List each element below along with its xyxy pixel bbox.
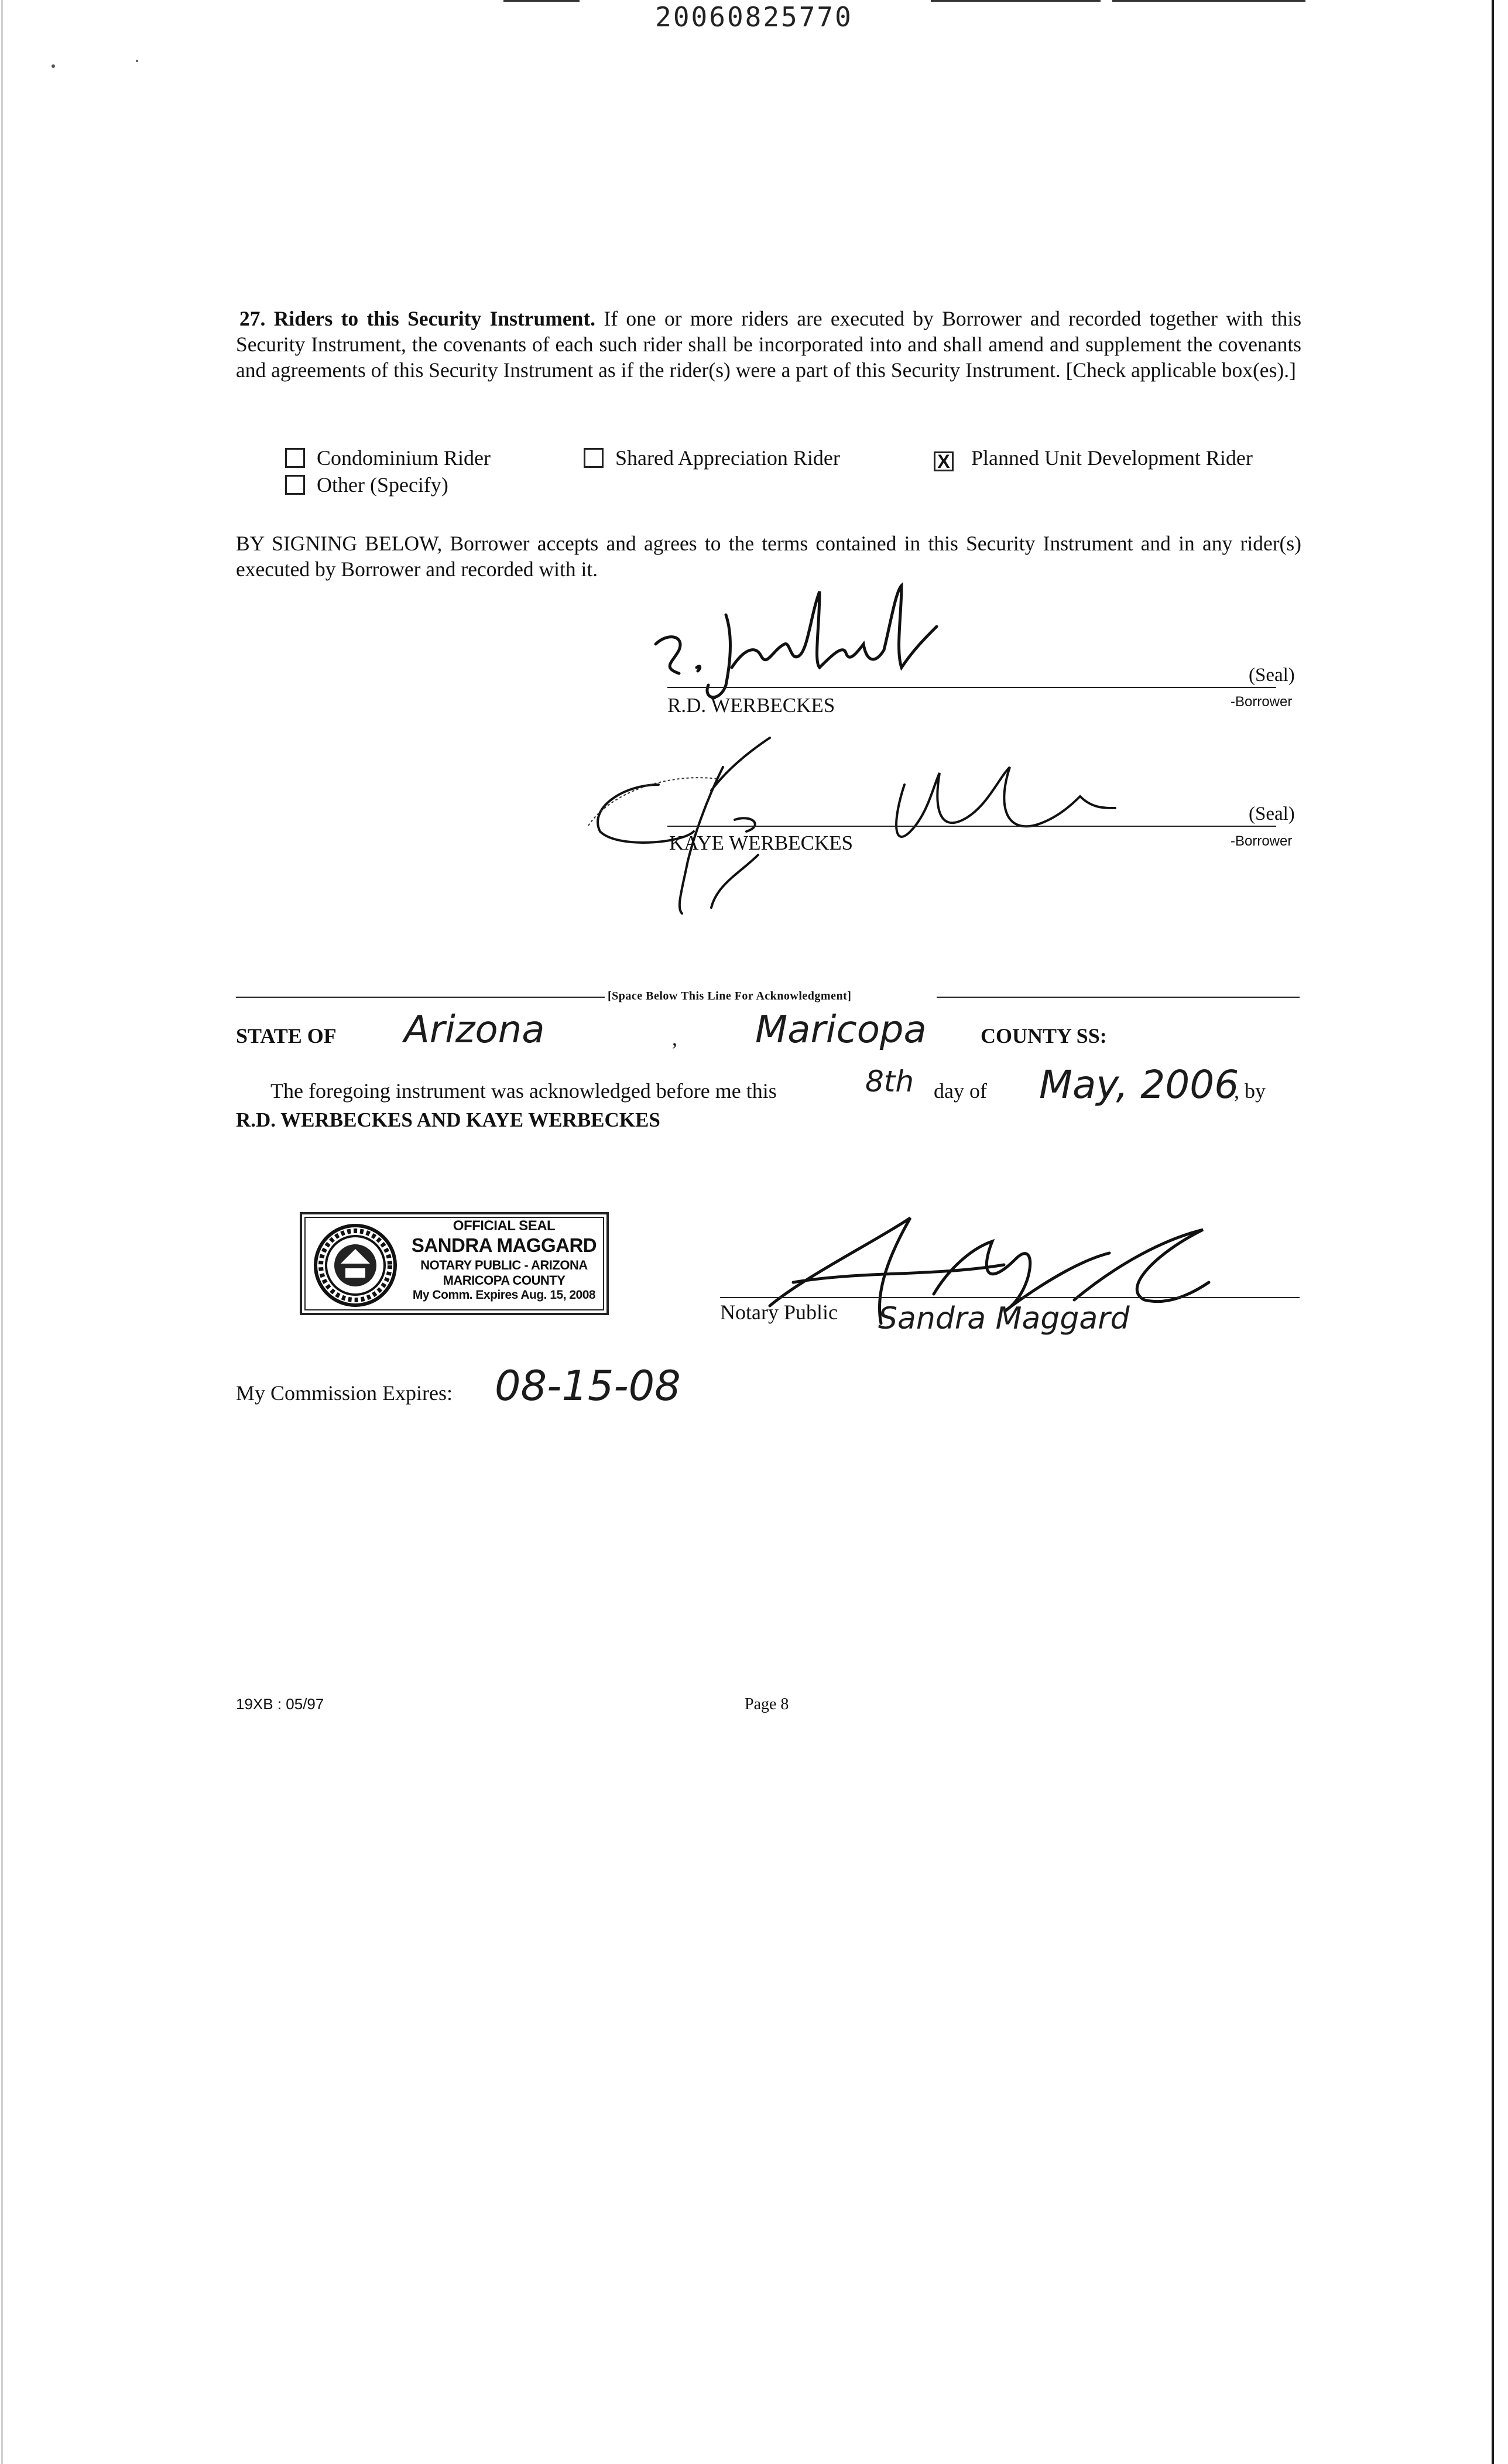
borrower-2-name: KAYE WERBECKES — [669, 831, 854, 854]
signature-line — [667, 687, 1276, 688]
notary-stamp — [300, 1212, 609, 1315]
county-value: Maricopa — [755, 1008, 927, 1052]
borrower-role: -Borrower — [1231, 833, 1293, 849]
rider-condominium[interactable] — [285, 445, 491, 471]
divider-line-right — [937, 997, 1300, 998]
checkbox[interactable] — [584, 448, 604, 468]
scan-speck — [52, 64, 55, 68]
scan-edge-right — [1492, 0, 1494, 2464]
stamp-line: MARICOPA COUNTY — [443, 1273, 566, 1288]
rider-other[interactable] — [285, 472, 448, 498]
borrower-1-name: R.D. WERBECKES — [667, 694, 835, 717]
borrower-2-signature — [577, 732, 1133, 925]
seal-label: (Seal) — [1249, 665, 1295, 686]
stamp-line: SANDRA MAGGARD — [411, 1234, 597, 1256]
signature-line — [667, 826, 1276, 827]
stamp-line: NOTARY PUBLIC - ARIZONA — [420, 1258, 588, 1272]
acknowledged-parties: R.D. WERBECKES AND KAYE WERBECKES — [236, 1108, 660, 1131]
section-heading: Riders to this Security Instrument. — [273, 307, 596, 330]
scan-speck — [136, 60, 138, 62]
section-27-paragraph — [236, 306, 1301, 383]
state-label: STATE OF — [236, 1024, 337, 1048]
form-code: 19XB : 05/97 — [236, 1695, 324, 1713]
stamp-line: OFFICIAL SEAL — [453, 1218, 556, 1234]
section-number: 27. — [239, 307, 266, 330]
rider-label: Shared Appreciation Rider — [615, 446, 840, 470]
commission-expires-label: My Commission Expires: — [236, 1381, 453, 1405]
day-of-label: day of — [934, 1079, 987, 1103]
page-number: Page 8 — [745, 1695, 789, 1713]
rider-label: Condominium Rider — [317, 446, 491, 470]
notary-signature-line — [720, 1297, 1300, 1298]
rider-planned-unit-development[interactable] — [934, 445, 1253, 471]
scan-edge-left — [1, 0, 3, 2464]
acknowledgment-divider: [Space Below This Line For Acknowledgment] — [608, 990, 852, 1002]
checkbox[interactable] — [285, 475, 305, 495]
section-body: If one or more riders are executed by Borrower and recorded together with this Security Instrument, the covenants of each such rider shall be incorporated into and shall amend and supplement the covenants and agreements of this Security Instrument as if the rider(s) were a part of this Security Instrument. [Check applicable box(es).] — [236, 307, 1302, 382]
recording-number: 20060825770 — [655, 1, 853, 33]
stamp-line: My Comm. Expires Aug. 15, 2008 — [412, 1288, 596, 1302]
commission-expires-value: 08-15-08 — [495, 1362, 681, 1410]
day-value: 8th — [865, 1065, 914, 1098]
notary-printed-name: Sandra Maggard — [878, 1301, 1130, 1336]
arizona-state-seal-icon — [311, 1223, 399, 1308]
acknowledgment-text: The foregoing instrument was acknowledged before me this — [270, 1079, 777, 1103]
rider-label: Planned Unit Development Rider — [971, 446, 1253, 470]
divider-line-left — [236, 997, 605, 998]
state-value: Arizona — [404, 1008, 545, 1052]
borrower-role: -Borrower — [1231, 694, 1293, 710]
rider-label: Other (Specify) — [317, 473, 448, 497]
month-year-value: May, 2006 — [1039, 1062, 1239, 1107]
notary-public-label: Notary Public — [720, 1301, 838, 1324]
signing-statement: BY SIGNING BELOW, Borrower accepts and agrees to the terms contained in this Security Instrument and in any rider(s) executed by Borrower and recorded with it. — [236, 532, 1301, 581]
comma: , — [672, 1026, 677, 1050]
checkbox-checked[interactable]: X — [934, 451, 954, 471]
seal-label: (Seal) — [1249, 803, 1295, 824]
county-label: COUNTY SS: — [981, 1024, 1107, 1048]
by-label: , by — [1234, 1079, 1266, 1103]
checkbox[interactable] — [285, 448, 305, 468]
rider-shared-appreciation[interactable] — [584, 445, 840, 471]
